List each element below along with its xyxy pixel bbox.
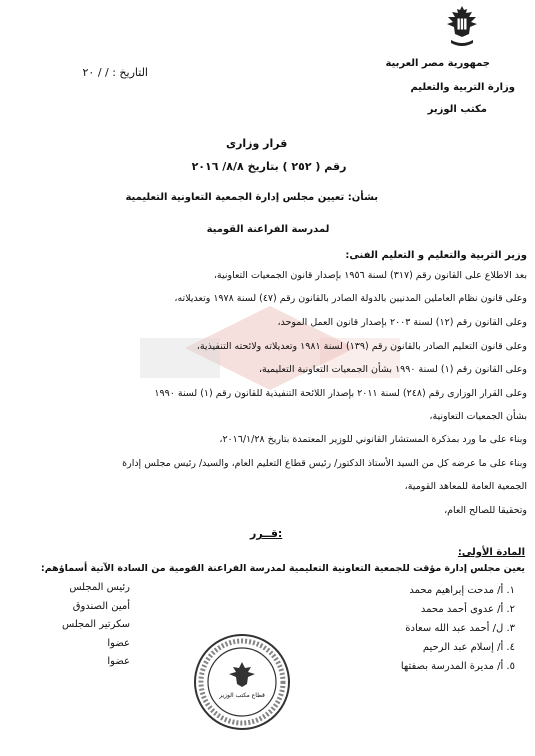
member-name: ١. أ/ مدحت إبراهيم محمد <box>409 585 515 596</box>
body-line: وعلى القانون رقم (١٢) لسنة ٢٠٠٣ بإصدار قانون العمل الموحد، <box>277 317 527 328</box>
header-country: جمهورية مصر العربية <box>385 58 490 69</box>
decree-subject: بشأن: تعيين مجلس إدارة الجمعية التعاونية التعليمية <box>125 192 378 203</box>
body-line: الجمعية العامة للمعاهد القومية، <box>404 481 527 492</box>
body-line: وتحقيقا للصالح العام، <box>444 505 527 516</box>
body-opening: وزير التربية والتعليم و التعليم الفنى: <box>345 250 527 261</box>
member-name: ٣. ل/ أحمد عبد الله سعادة <box>405 623 515 634</box>
member-role: رئيس المجلس <box>69 582 130 593</box>
header-office: مكتب الوزير <box>427 104 487 115</box>
member-role: أمين الصندوق <box>72 601 130 612</box>
body-line: بشأن الجمعيات التعاونية، <box>429 411 527 422</box>
member-name: ٢. أ/ عدوى أحمد محمد <box>420 604 515 615</box>
decision-heading: قــرر: <box>250 527 283 540</box>
body-line: وعلى قانون نظام العاملين المدنيين بالدولة الصادر بالقانون رقم (٤٧) لسنة ١٩٧٨ وتعديلاته، <box>174 293 527 304</box>
official-stamp <box>192 632 292 732</box>
body-line: وعلى قانون التعليم الصادر بالقانون رقم (١٣٩) لسنة ١٩٨١ وتعديلاته ولائحته التنفيذية، <box>196 341 527 352</box>
eagle-emblem-icon <box>445 4 479 48</box>
body-line: وعلى القانون رقم (١) لسنة ١٩٩٠ بشأن الجمعيات التعاونية التعليمية، <box>258 364 527 375</box>
stamp-center-text: قطاع مكتب الوزير <box>219 692 265 699</box>
body-line: بعد الاطلاع على القانون رقم (٣١٧) لسنة ١٩٥٦ بإصدار قانون الجمعيات التعاونية، <box>213 270 527 281</box>
article-title: المادة الأولى: <box>457 547 525 558</box>
decree-number: رقم ( ٢٥٢ ) بتاريخ ٨/٨/ ٢٠١٦ <box>191 160 347 173</box>
member-name: ٥. أ/ مديرة المدرسة بصفتها <box>400 661 515 672</box>
decree-type: قرار وزارى <box>226 137 288 150</box>
body-line: وبناء على ما ورد بمذكرة المستشار القانوني للوزير المعتمدة بتاريخ ٢٠١٦/١/٢٨، <box>219 434 527 445</box>
member-role: عضوا <box>107 656 130 667</box>
body-line: وعلى القرار الوزارى رقم (٢٤٨) لسنة ٢٠١١ بإصدار اللائحة التنفيذية للقانون رقم (١) لسنة ١٩٩٠ <box>154 388 527 399</box>
header-ministry: وزارة التربية والتعليم <box>410 82 515 93</box>
body-line: وبناء على ما عرضه كل من السيد الأستاذ الدكتور/ رئيس قطاع التعليم العام، والسيد/ رئيس مجلس إدارة <box>122 458 527 469</box>
header-date: التاريخ : / / ٢٠ <box>82 66 148 79</box>
article-text: يعين مجلس إدارة مؤقت للجمعية التعاونية التعليمية لمدرسة الفراعنة القومية من السادة الآتية أسماؤهم: <box>40 563 525 574</box>
decree-subject-school: لمدرسة الفراعنة القومية <box>206 224 330 235</box>
member-name: ٤. أ/ إسلام عبد الرحيم <box>422 642 515 653</box>
member-role: سكرتير المجلس <box>61 619 130 630</box>
member-role: عضوا <box>107 638 130 649</box>
